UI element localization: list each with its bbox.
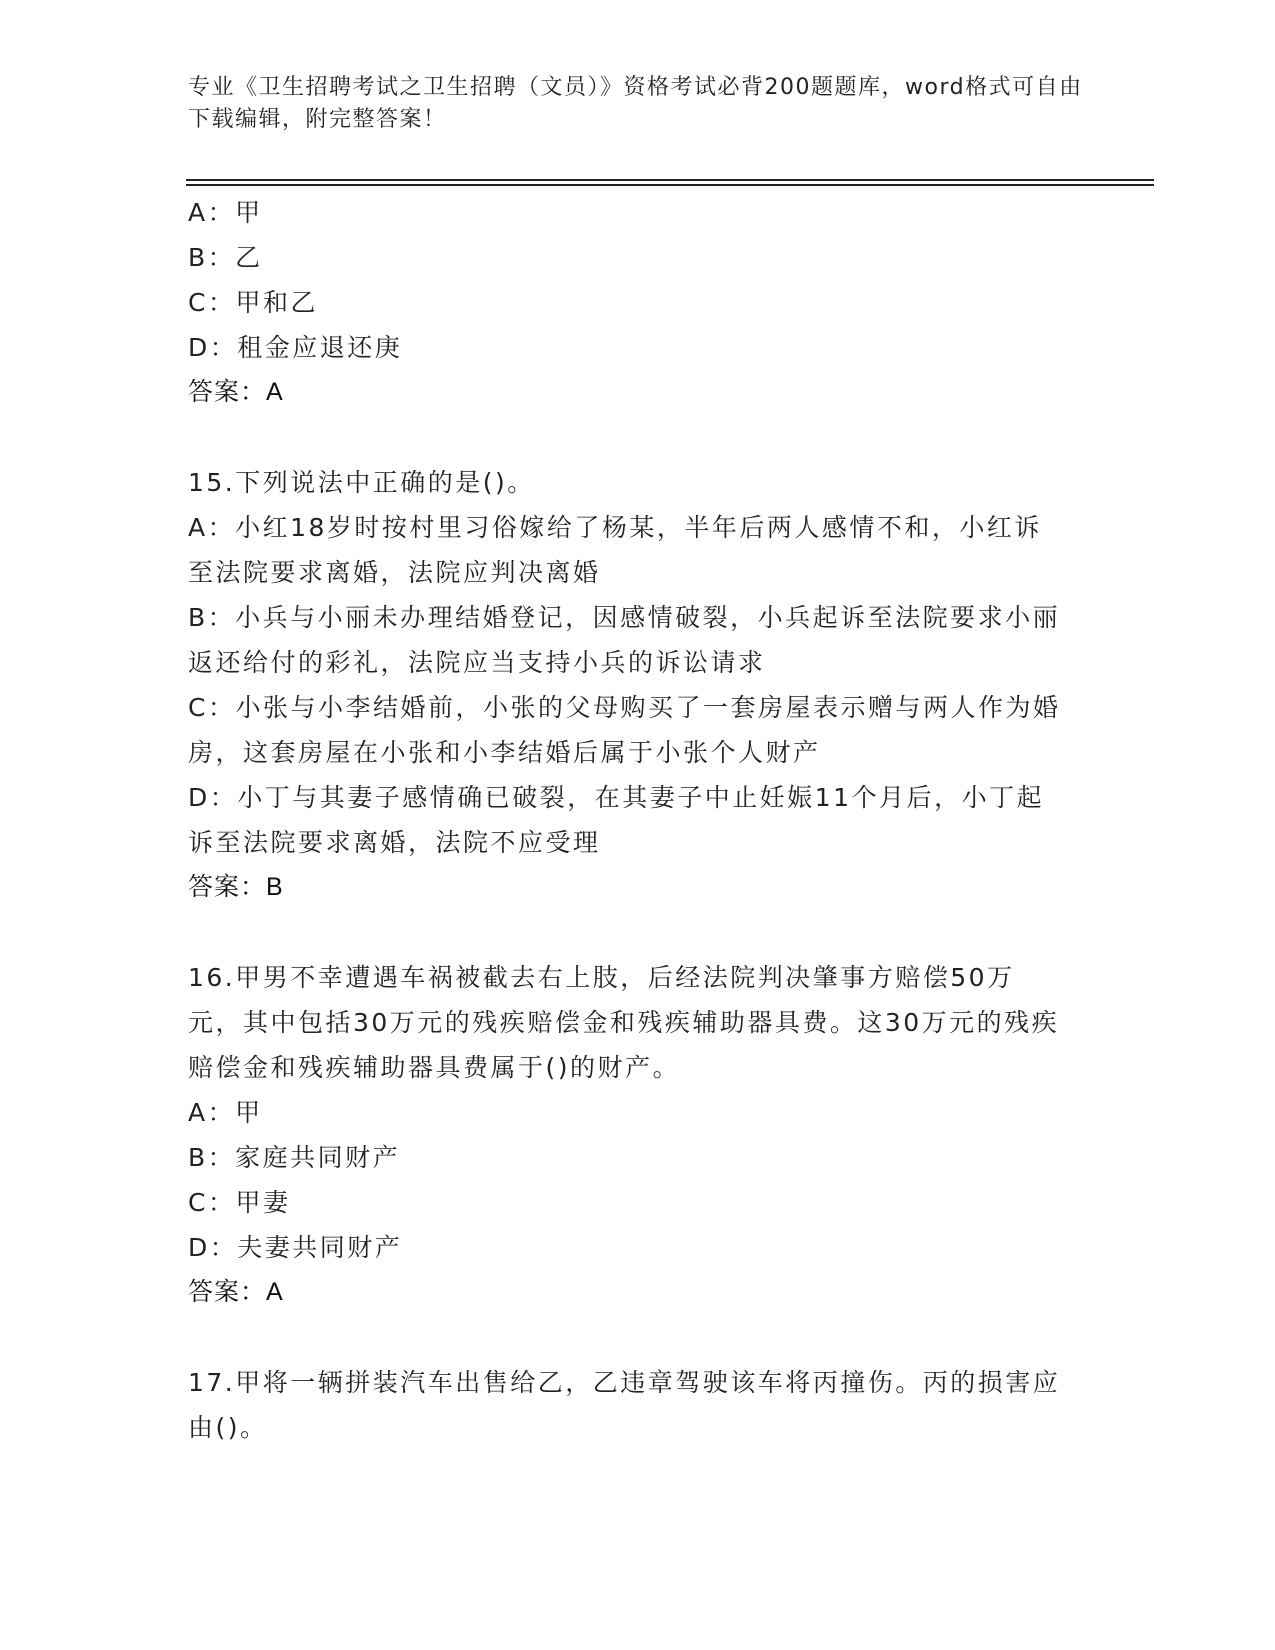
header-rule-bottom: [186, 184, 1154, 186]
option-c: C：甲妻: [188, 1188, 291, 1217]
option-b: B：家庭共同财产: [188, 1143, 401, 1172]
option-d: D：租金应退还庚: [188, 333, 403, 362]
question-text: 15.下列说法中正确的是()。: [188, 468, 535, 497]
question-block-15: [188, 460, 1068, 910]
block-spacer: [188, 1315, 1068, 1360]
document-header: 专业《卫生招聘考试之卫生招聘（文员）》资格考试必背200题题库，word格式可自由下载编辑，附完整答案！: [188, 75, 1083, 132]
question-block-14: [188, 190, 1068, 415]
question-block-17: [188, 1360, 1068, 1450]
option-b: B：小兵与小丽未办理结婚登记，因感情破裂，小兵起诉至法院要求小丽返还给付的彩礼，法院应当支持小兵的诉讼请求: [188, 603, 1061, 677]
option-a: A：甲: [188, 198, 263, 227]
option-b: B：乙: [188, 243, 263, 272]
option-d: D：夫妻共同财产: [188, 1233, 403, 1262]
question-text: 17.甲将一辆拼装汽车出售给乙，乙违章驾驶该车将丙撞伤。丙的损害应由()。: [188, 1368, 1061, 1442]
block-spacer: [188, 415, 1068, 460]
block-spacer: [188, 910, 1068, 955]
option-d: D：小丁与其妻子感情确已破裂，在其妻子中止妊娠11个月后，小丁起诉至法院要求离婚，法院不应受理: [188, 783, 1045, 857]
question-text: 16.甲男不幸遭遇车祸被截去右上肢，后经法院判决肇事方赔偿50万元，其中包括30万元的残疾赔偿金和残疾辅助器具费。这30万元的残疾赔偿金和残疾辅助器具费属于()的财产。: [188, 963, 1060, 1082]
answer-line: 答案：A: [188, 378, 284, 406]
option-c: C：甲和乙: [188, 288, 318, 317]
header-rule-top: [186, 179, 1154, 181]
answer-line: 答案：B: [188, 873, 284, 901]
option-c: C：小张与小李结婚前，小张的父母购买了一套房屋表示赠与两人作为婚房，这套房屋在小张和小李结婚后属于小张个人财产: [188, 693, 1061, 767]
option-a: A：小红18岁时按村里习俗嫁给了杨某，半年后两人感情不和，小红诉至法院要求离婚，法院应判决离婚: [188, 513, 1042, 587]
answer-line: 答案：A: [188, 1278, 284, 1306]
question-block-16: [188, 955, 1068, 1315]
option-a: A：甲: [188, 1098, 263, 1127]
question-list: [188, 190, 1068, 1450]
